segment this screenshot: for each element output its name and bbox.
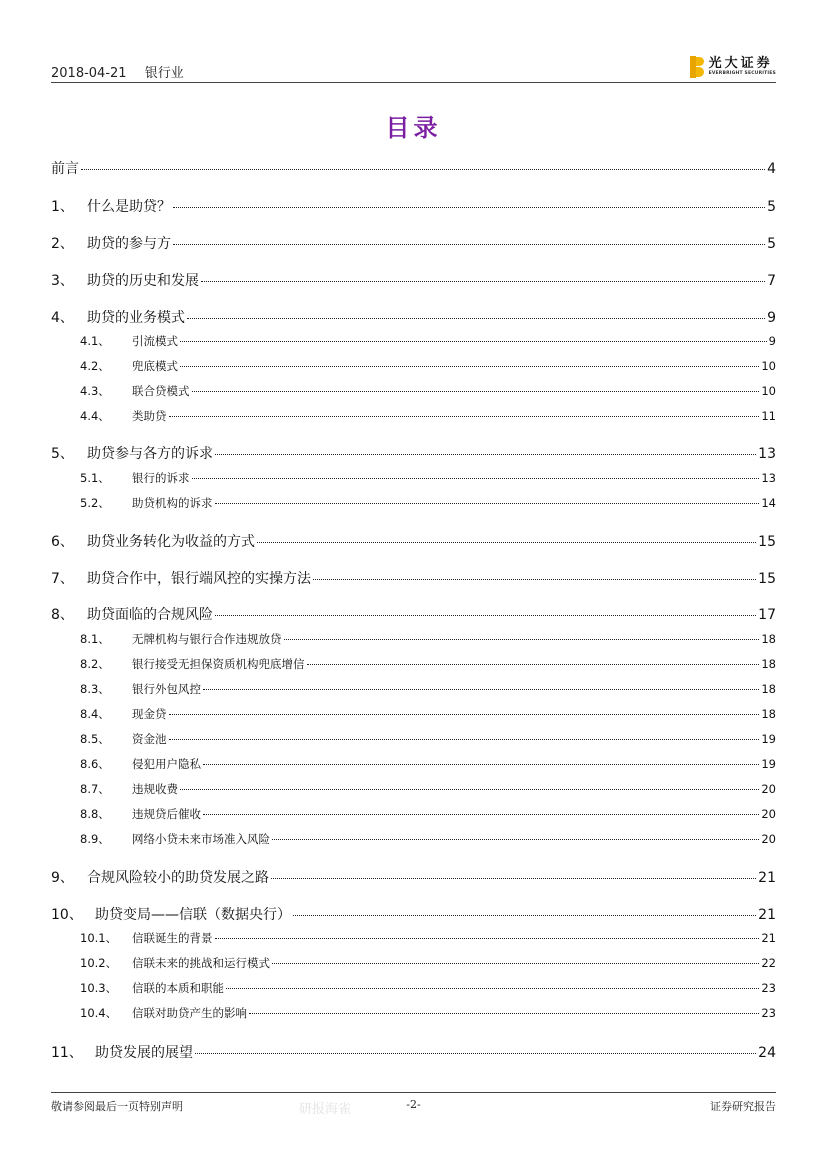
toc-subentry[interactable] <box>80 756 776 772</box>
toc-entry-number: 8.1、 <box>80 632 110 646</box>
toc-entry[interactable] <box>51 531 776 551</box>
toc-entry[interactable] <box>51 568 776 588</box>
toc-entry-number: 5、 <box>51 446 74 462</box>
toc-page-number: 20 <box>761 782 776 796</box>
logo-chinese-name: 光大证券 <box>708 56 773 72</box>
dot-leader <box>215 454 756 455</box>
toc-subentry[interactable] <box>80 495 776 511</box>
toc-page-number: 14 <box>761 496 776 510</box>
toc-entry-title: 助贷合作中，银行端风控的实操方法 <box>87 571 311 587</box>
toc-entry-title: 信联未来的挑战和运行模式 <box>132 956 270 970</box>
dot-leader <box>215 615 756 616</box>
dot-leader <box>307 664 760 665</box>
toc-entry-number: 2、 <box>51 236 74 252</box>
dot-leader <box>173 207 765 208</box>
toc-entry-title: 无牌机构与银行合作违规放贷 <box>132 632 282 646</box>
toc-page-number: 18 <box>761 682 776 696</box>
header-divider <box>51 82 776 83</box>
toc-page-number: 24 <box>758 1045 776 1061</box>
toc-subentry[interactable] <box>80 358 776 374</box>
dot-leader <box>169 416 760 417</box>
toc-subentry[interactable] <box>80 831 776 847</box>
toc-entry[interactable] <box>51 158 776 178</box>
toc-subentry[interactable] <box>80 930 776 946</box>
toc-subentry[interactable] <box>80 781 776 797</box>
toc-entry-title: 网络小贷未来市场准入风险 <box>132 832 270 846</box>
dot-leader <box>203 689 759 690</box>
dot-leader <box>201 281 765 282</box>
dot-leader <box>215 938 760 939</box>
logo-english-name: EVERBRIGHT SECURITIES <box>708 71 776 77</box>
toc-entry-title: 助贷发展的展望 <box>95 1045 193 1061</box>
toc-entry[interactable] <box>51 233 776 253</box>
toc-entry-number: 8.9、 <box>80 832 110 846</box>
toc-entry-number: 5.1、 <box>80 471 110 485</box>
toc-subentry[interactable] <box>80 681 776 697</box>
toc-entry[interactable] <box>51 307 776 327</box>
toc-entry-title: 侵犯用户隐私 <box>132 757 201 771</box>
toc-entry-title: 违规收费 <box>132 782 178 796</box>
toc-subentry[interactable] <box>80 408 776 424</box>
toc-entry-title: 引流模式 <box>132 334 178 348</box>
page-header <box>51 54 776 82</box>
toc-page-number: 20 <box>761 832 776 846</box>
dot-leader <box>169 714 760 715</box>
toc-entry-title: 助贷业务转化为收益的方式 <box>87 534 255 550</box>
toc-entry-title: 助贷的历史和发展 <box>87 273 199 289</box>
toc-page-number: 7 <box>767 273 776 289</box>
toc-entry-number: 7、 <box>51 571 74 587</box>
toc-entry-number: 6、 <box>51 534 74 550</box>
toc-page-number: 18 <box>761 657 776 671</box>
toc-entry-number: 8.2、 <box>80 657 110 671</box>
toc-entry[interactable] <box>51 1042 776 1062</box>
toc-entry-title: 银行外包风控 <box>132 682 201 696</box>
dot-leader <box>180 341 767 342</box>
toc-entry-number: 10.1、 <box>80 931 118 945</box>
toc-subentry[interactable] <box>80 955 776 971</box>
dot-leader <box>272 839 759 840</box>
toc-page-number: 20 <box>761 807 776 821</box>
toc-subentry[interactable] <box>80 731 776 747</box>
toc-entry[interactable] <box>51 270 776 290</box>
toc-entry-title: 联合贷模式 <box>132 384 190 398</box>
dot-leader <box>272 963 759 964</box>
industry-label: 银行业 <box>144 66 184 81</box>
dot-leader <box>271 878 756 879</box>
toc-page-number: 21 <box>761 931 776 945</box>
toc-entry-number: 4、 <box>51 310 74 326</box>
footer-divider <box>51 1092 776 1093</box>
toc-entry-title: 资金池 <box>132 732 167 746</box>
report-type: 证券研究报告 <box>710 1100 776 1113</box>
dot-leader <box>192 478 760 479</box>
toc-entry-number: 10.4、 <box>80 1006 118 1020</box>
toc-page-number: 4 <box>767 161 776 177</box>
toc-entry-number: 11、 <box>51 1045 83 1061</box>
toc-entry-number: 5.2、 <box>80 496 110 510</box>
disclaimer-note: 敬请参阅最后一页特别声明 <box>51 1100 183 1113</box>
toc-entry-number: 8.6、 <box>80 757 110 771</box>
toc-entry-title: 助贷参与各方的诉求 <box>87 446 213 462</box>
dot-leader <box>249 1013 759 1014</box>
toc-page-number: 5 <box>767 236 776 252</box>
toc-entry-title: 信联诞生的背景 <box>132 931 213 945</box>
toc-entry-number: 8.7、 <box>80 782 110 796</box>
toc-entry-number: 10.3、 <box>80 981 118 995</box>
toc-entry[interactable] <box>51 867 776 887</box>
toc-entry-number: 8.5、 <box>80 732 110 746</box>
toc-subentry[interactable] <box>80 383 776 399</box>
toc-page-number: 9 <box>767 310 776 326</box>
toc-entry-title: 助贷变局——信联（数据央行） <box>95 907 291 923</box>
toc-entry-title: 助贷面临的合规风险 <box>87 607 213 623</box>
toc-entry[interactable] <box>51 904 776 924</box>
toc-page-number: 17 <box>758 607 776 623</box>
toc-subentry[interactable] <box>80 706 776 722</box>
toc-subentry[interactable] <box>80 806 776 822</box>
dot-leader <box>257 542 756 543</box>
toc-page-number: 10 <box>761 384 776 398</box>
toc-entry-title: 违规贷后催收 <box>132 807 201 821</box>
toc-entry-number: 1、 <box>51 199 74 215</box>
company-logo <box>690 54 776 80</box>
dot-leader <box>313 579 756 580</box>
toc-page-number: 23 <box>761 1006 776 1020</box>
toc-subentry[interactable] <box>80 980 776 996</box>
toc-page-number: 18 <box>761 707 776 721</box>
toc-entry-number: 8.3、 <box>80 682 110 696</box>
toc-entry[interactable] <box>51 443 776 463</box>
toc-page-number: 13 <box>758 446 776 462</box>
dot-leader <box>192 391 760 392</box>
toc-page-number: 5 <box>767 199 776 215</box>
toc-entry-number: 8.8、 <box>80 807 110 821</box>
toc-page-number: 22 <box>761 956 776 970</box>
everbright-logo-icon <box>690 56 704 78</box>
dot-leader <box>173 244 765 245</box>
toc-page-number: 21 <box>758 907 776 923</box>
toc-entry-title: 什么是助贷？ <box>87 199 171 215</box>
page-title: 目录 <box>385 114 442 142</box>
page-number: -2- <box>406 1098 421 1111</box>
toc-page-number: 19 <box>761 757 776 771</box>
toc-entry[interactable] <box>51 196 776 216</box>
toc-entry-title: 类助贷 <box>132 409 167 423</box>
toc-page-number: 15 <box>758 571 776 587</box>
dot-leader <box>203 814 759 815</box>
toc-page-number: 21 <box>758 870 776 886</box>
dot-leader <box>169 739 760 740</box>
dot-leader <box>187 318 765 319</box>
toc-entry-title: 银行接受无担保资质机构兜底增信 <box>132 657 305 671</box>
dot-leader <box>180 366 759 367</box>
toc-subentry[interactable] <box>80 470 776 486</box>
toc-entry-title: 合规风险较小的助贷发展之路 <box>87 870 269 886</box>
toc-entry-title: 前言 <box>51 161 79 177</box>
toc-subentry[interactable] <box>80 1005 776 1021</box>
toc-page-number: 18 <box>761 632 776 646</box>
toc-entry[interactable] <box>51 604 776 624</box>
toc-page-number: 15 <box>758 534 776 550</box>
toc-entry-number: 4.3、 <box>80 384 110 398</box>
toc-entry-number: 4.4、 <box>80 409 110 423</box>
toc-page-number: 11 <box>761 409 776 423</box>
toc-entry-title: 助贷机构的诉求 <box>132 496 213 510</box>
toc-entry-number: 3、 <box>51 273 74 289</box>
toc-entry-number: 10.2、 <box>80 956 118 970</box>
dot-leader <box>195 1053 756 1054</box>
toc-subentry[interactable] <box>80 656 776 672</box>
dot-leader <box>284 639 760 640</box>
report-date: 2018-04-21 <box>51 66 127 81</box>
toc-entry-number: 8.4、 <box>80 707 110 721</box>
toc-page-number: 19 <box>761 732 776 746</box>
toc-entry-title: 现金贷 <box>132 707 167 721</box>
toc-page-number: 10 <box>761 359 776 373</box>
toc-entry-number: 10、 <box>51 907 83 923</box>
toc-entry-number: 9、 <box>51 870 74 886</box>
toc-page-number: 9 <box>768 334 776 348</box>
toc-entry-number: 4.1、 <box>80 334 110 348</box>
toc-entry-number: 4.2、 <box>80 359 110 373</box>
header-meta <box>51 62 198 81</box>
dot-leader <box>203 764 759 765</box>
toc-entry-title: 信联对助贷产生的影响 <box>132 1006 247 1020</box>
dot-leader <box>81 169 765 170</box>
toc-entry-title: 信联的本质和职能 <box>132 981 224 995</box>
dot-leader <box>215 503 760 504</box>
toc-subentry[interactable] <box>80 631 776 647</box>
dot-leader <box>226 988 759 989</box>
toc-page-number: 23 <box>761 981 776 995</box>
toc-entry-title: 助贷的业务模式 <box>87 310 185 326</box>
watermark: 研报海雀 <box>299 1102 352 1117</box>
dot-leader <box>293 915 756 916</box>
dot-leader <box>180 789 759 790</box>
toc-entry-title: 兜底模式 <box>132 359 178 373</box>
toc-entry-number: 8、 <box>51 607 74 623</box>
toc-subentry[interactable] <box>80 333 776 349</box>
toc-page-number: 13 <box>761 471 776 485</box>
toc-entry-title: 助贷的参与方 <box>87 236 171 252</box>
toc-entry-title: 银行的诉求 <box>132 471 190 485</box>
page-footer <box>51 1098 776 1117</box>
